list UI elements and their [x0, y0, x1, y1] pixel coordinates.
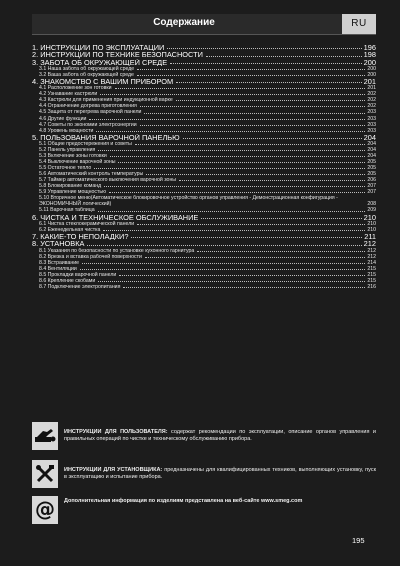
toc-page-number: 200: [363, 58, 376, 66]
toc-page-number: 207: [367, 189, 376, 196]
toc-leader-dots: [115, 88, 366, 89]
toc-entry-title: 4.3 Кастрюли для применения при индукционной варке: [39, 97, 173, 104]
tools-icon: [32, 460, 58, 488]
user-manual-icon: [32, 422, 58, 450]
toc-entry-title: 6.1 Чистка стеклокерамической панели: [39, 220, 135, 227]
toc-page-number: 201: [363, 77, 376, 86]
note-installer-title: ИНСТРУКЦИИ ДЛЯ УСТАНОВЩИКА:: [64, 466, 163, 473]
toc-page-number: 215: [367, 265, 376, 272]
toc-page-number: 202: [367, 103, 376, 110]
toc-page-number: 212: [367, 253, 376, 260]
toc-section[interactable]: [32, 78, 376, 85]
toc-entry-title: 5.2 Панель управления: [39, 147, 96, 153]
toc-leader-dots: [144, 113, 365, 114]
toc-leader-dots: [104, 186, 365, 187]
toc-entry-title: 8.3 Встраивание: [39, 259, 79, 266]
note-website-text: Дополнительная информация по изделиям представлена на веб-сайте www.smeg.com: [64, 498, 303, 504]
toc-leader-dots: [80, 269, 366, 270]
toc-page-number: 204: [363, 133, 376, 141]
toc-entry-title: 5.6 Автоматический контроль температуры: [39, 171, 144, 178]
toc-entry-title: 4.5 Защита от перегрева варочной панели: [39, 109, 142, 116]
toc-page-number: 215: [367, 271, 376, 278]
toc-page-number: 212: [363, 240, 376, 248]
table-of-contents: [32, 44, 376, 290]
toc-entry-title: 8.5 Прокладки варочной панели: [39, 271, 117, 278]
toc-leader-dots: [206, 56, 362, 57]
toc-page-number: 203: [367, 127, 376, 134]
toc-entry-title: 4.2 Узнавание кастрюли: [39, 91, 98, 98]
toc-entry-title: 4.6 Другие функции: [39, 115, 87, 122]
toc-page-number: 215: [367, 277, 376, 284]
toc-page-number: 210: [367, 226, 376, 233]
toc-page-number: 211: [364, 232, 376, 241]
toc-entry-title: 6.2 Еженедельная чистка: [39, 226, 101, 233]
toc-subsection[interactable]: [32, 195, 376, 207]
toc-section[interactable]: [32, 214, 376, 221]
toc-leader-dots: [183, 138, 362, 139]
toc-page-number: 204: [367, 147, 376, 153]
toc-page-number: 196: [363, 44, 376, 52]
toc-leader-dots: [176, 100, 366, 101]
toc-entry-title: 5.1 Общие предостережения и советы: [39, 140, 132, 147]
svg-text:@: @: [35, 499, 55, 521]
toc-leader-dots: [137, 75, 365, 76]
toc-page-number: 204: [367, 140, 376, 147]
toc-leader-dots: [110, 156, 366, 157]
toc-page-number: 208: [367, 201, 376, 208]
toc-page-number: 212: [367, 247, 376, 254]
page-title: Содержание: [153, 17, 215, 28]
at-sign-icon: [32, 496, 58, 524]
toc-leader-dots: [119, 275, 365, 276]
toc-leader-dots: [137, 69, 365, 70]
toc-leader-dots: [140, 106, 365, 107]
toc-leader-dots: [140, 125, 366, 126]
toc-leader-dots: [82, 263, 365, 264]
toc-leader-dots: [118, 162, 365, 163]
toc-leader-dots: [131, 237, 362, 238]
toc-leader-dots: [145, 257, 365, 258]
toc-entry-title: 5.10 Вторичное меню(Автоматическое блокировочное устройство органов управления - Демонстрационная конфигурация - ЭКОНОМИЧНЫЙ логический): [39, 195, 338, 208]
language-badge: RU: [342, 14, 376, 34]
toc-leader-dots: [170, 63, 362, 64]
toc-entry-title: 3. ЗАБОТА ОБ ОКРУЖАЮЩЕЙ СРЕДЕ: [32, 58, 168, 66]
note-user: [32, 422, 376, 450]
toc-leader-dots: [96, 131, 365, 132]
toc-entry-title: 3.2 Ваша забота об окружающей среде: [39, 71, 134, 78]
toc-entry-title: 8.2 Врезка и вставка рабочей поверхности: [39, 253, 142, 260]
note-installer: [32, 460, 376, 488]
toc-section[interactable]: [32, 233, 376, 240]
toc-leader-dots: [176, 82, 361, 83]
toc-leader-dots: [100, 94, 365, 95]
toc-entry-title: 5.11 Варочная таблица: [39, 207, 95, 214]
toc-entry-title: 2. ИНСТРУКЦИИ ПО ТЕХНИКЕ БЕЗОПАСНОСТИ: [32, 51, 203, 59]
toc-page-number: 203: [367, 115, 376, 122]
toc-entry-title: 8.7 Подключение электропитания: [39, 283, 121, 290]
toc-page-number: 216: [367, 283, 376, 290]
toc-page-number: 206: [367, 177, 376, 184]
toc-leader-dots: [89, 119, 365, 120]
toc-leader-dots: [197, 251, 365, 252]
page-number: 195: [352, 536, 365, 545]
toc-page-number: 203: [367, 121, 376, 128]
toc-page-number: 198: [363, 51, 376, 59]
toc-page-number: 210: [363, 213, 376, 221]
toc-entry-title: 8.1 Указания по безопасности по установке кухонного гарнитура: [39, 247, 195, 254]
toc-entry-title: 5.8 Блокирование команд: [39, 183, 102, 190]
toc-page-number: 205: [367, 159, 376, 166]
toc-section[interactable]: [32, 59, 376, 66]
toc-entry-title: 7. КАКИЕ-ТО НЕПОЛАДКИ?: [32, 232, 129, 241]
toc-entry-title: 8.4 Вентиляции: [39, 265, 77, 272]
toc-page-number: 207: [367, 183, 376, 190]
toc-entry-title: 4.7 Советы по экономии электроэнергии: [39, 121, 137, 128]
toc-entry-title: 5.9 Управление мощностью: [39, 189, 106, 196]
toc-leader-dots: [98, 281, 365, 282]
note-user-title: ИНСТРУКЦИИ ДЛЯ ПОЛЬЗОВАТЕЛЯ:: [64, 428, 168, 435]
note-installer-text: предназначены для квалифицированных техников, выполняющих установку, пуск в эксплуатацию и испытание прибора.: [64, 466, 376, 480]
toc-page-number: 200: [367, 65, 376, 72]
toc-page-number: 205: [367, 165, 376, 172]
toc-leader-dots: [123, 287, 365, 288]
toc-entry-title: 3.1 Наша забота об окружающей среде: [39, 65, 135, 72]
toc-leader-dots: [98, 150, 365, 151]
toc-entry-title: 4.8 Уровень мощности: [39, 127, 94, 134]
toc-entry-title: 4. ЗНАКОМСТВО С ВАШИМ ПРИБОРОМ: [32, 77, 174, 86]
toc-page-number: 204: [367, 153, 376, 160]
toc-page-number: 200: [367, 71, 376, 78]
page-header: [32, 14, 376, 35]
toc-entry-title: 5.5 Остаточное тепло: [39, 165, 92, 172]
note-website: [32, 496, 376, 524]
toc-section[interactable]: [32, 134, 376, 141]
toc-page-number: 201: [367, 85, 376, 92]
toc-leader-dots: [103, 230, 365, 231]
toc-leader-dots: [167, 48, 361, 49]
toc-section[interactable]: [32, 51, 376, 58]
toc-page-number: 214: [367, 259, 376, 266]
toc-page-number: 205: [367, 171, 376, 178]
toc-entry-title: 6. ЧИСТКА И ТЕХНИЧЕСКОЕ ОБСЛУЖИВАНИЕ: [32, 213, 199, 221]
toc-entry-title: 4.4 Ограничение догрева приготовления: [39, 103, 137, 110]
toc-leader-dots: [109, 192, 365, 193]
toc-entry-title: 8. УСТАНОВКА: [32, 240, 85, 248]
toc-entry-title: 5. ПОЛЬЗОВАНИЯ ВАРОЧНОЙ ПАНЕЛЬЮ: [32, 133, 180, 141]
toc-page-number: 210: [367, 220, 376, 227]
toc-leader-dots: [201, 218, 361, 219]
toc-entry-title: 5.7 Таймер автоматического выключения варочной зоны: [39, 177, 177, 184]
toc-leader-dots: [98, 211, 366, 212]
toc-leader-dots: [94, 168, 365, 169]
toc-entry-title: 4.1 Расположение зон готовки: [39, 85, 112, 92]
toc-entry-title: 5.4 Выключение варочной зоны: [39, 159, 116, 166]
toc-leader-dots: [135, 144, 366, 145]
toc-leader-dots: [87, 245, 361, 246]
toc-section[interactable]: [32, 240, 376, 247]
toc-page-number: 209: [367, 207, 376, 214]
toc-page-number: 203: [367, 109, 376, 116]
toc-subsection[interactable]: [32, 284, 376, 290]
toc-page-number: 202: [367, 91, 376, 98]
note-user-text: содержат рекомендации по эксплуатации, описание органов управления и правильных операций по чистке и техническому обслуживанию прибора.: [64, 428, 376, 442]
toc-entry-title: 8.6 Крепление скобами: [39, 277, 96, 284]
toc-entry-title: 1. ИНСТРУКЦИИ ПО ЭКСПЛУАТАЦИИ: [32, 44, 165, 52]
toc-entry-title: 5.3 Включение зоны готовки: [39, 153, 107, 160]
toc-page-number: 202: [367, 97, 376, 104]
toc-leader-dots: [137, 224, 365, 225]
toc-leader-dots: [179, 180, 365, 181]
toc-leader-dots: [146, 174, 365, 175]
toc-section[interactable]: [32, 44, 376, 51]
